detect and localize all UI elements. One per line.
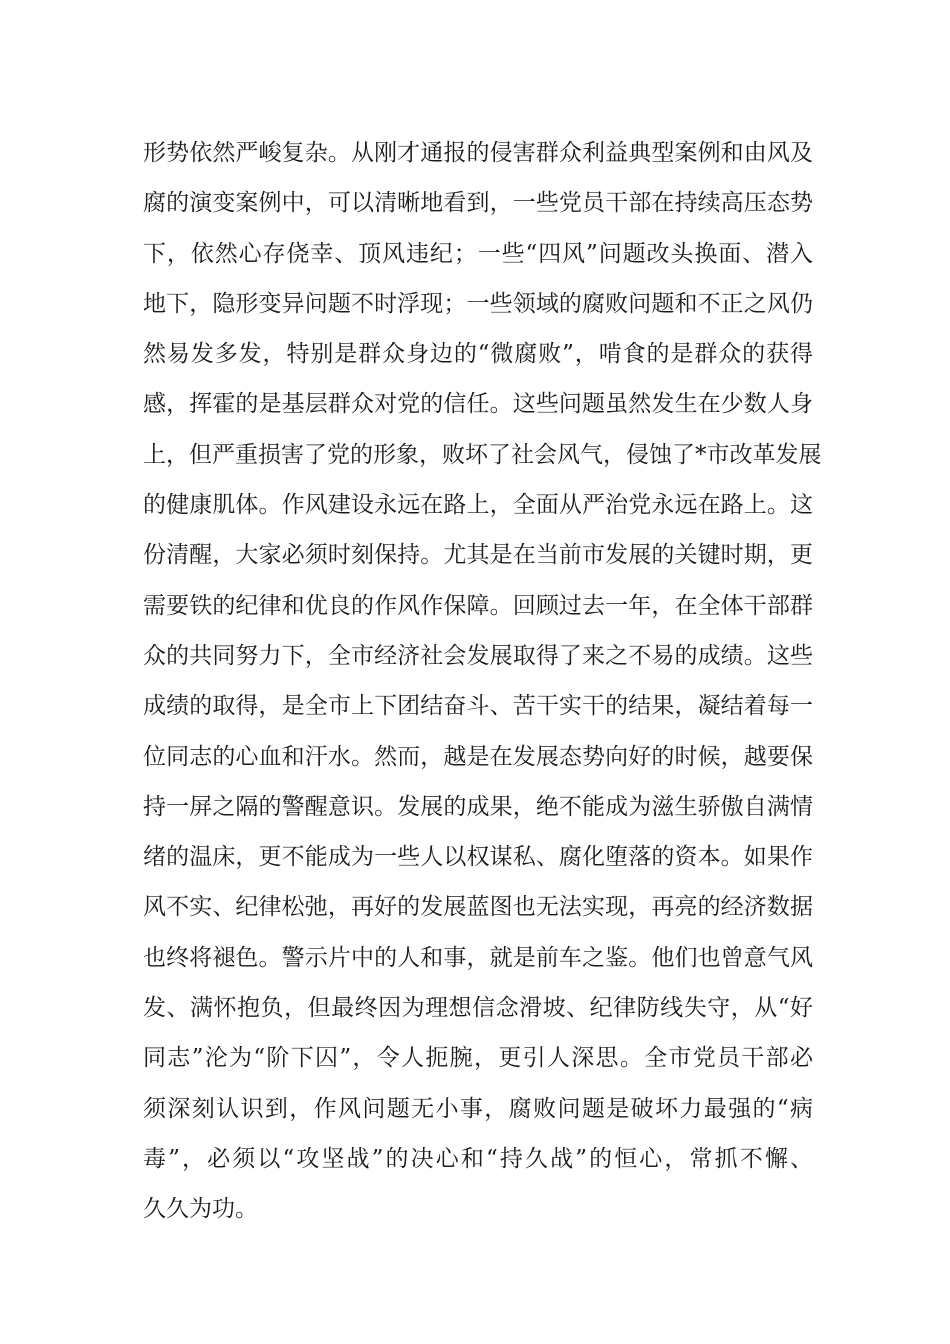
- text-line: 众的共同努力下，全市经济社会发展取得了来之不易的成绩。这些: [143, 642, 813, 669]
- text-line: 下，依然心存侥幸、顶风违纪；一些“四风”问题改头换面、潜入: [143, 240, 813, 267]
- text-line: 感，挥霍的是基层群众对党的信任。这些问题虽然发生在少数人身: [143, 391, 813, 418]
- text-line: 份清醒，大家必须时刻保持。尤其是在当前市发展的关键时期，更: [143, 542, 813, 569]
- text-line: 持一屏之隔的警醒意识。发展的成果，绝不能成为滋生骄傲自满情: [143, 793, 813, 820]
- text-line: 毒”，必须以“攻坚战”的决心和“持久战”的恒心，常抓不懈、: [143, 1145, 813, 1172]
- text-line: 发、满怀抱负，但最终因为理想信念滑坡、纪律防线失守，从“好: [143, 995, 813, 1022]
- text-line: 位同志的心血和汗水。然而，越是在发展态势向好的时候，越要保: [143, 743, 813, 770]
- text-line: 上，但严重损害了党的形象，败坏了社会风气，侵蚀了*市改革发展: [143, 441, 822, 468]
- text-line: 也终将褪色。警示片中的人和事，就是前车之鉴。他们也曾意气风: [143, 944, 813, 971]
- text-line: 风不实、纪律松弛，再好的发展蓝图也无法实现，再亮的经济数据: [143, 894, 813, 921]
- text-line: 成绩的取得，是全市上下团结奋斗、苦干实干的结果，凝结着每一: [143, 693, 813, 720]
- text-line: 腐的演变案例中，可以清晰地看到，一些党员干部在持续高压态势: [143, 190, 813, 217]
- body-paragraph: [143, 128, 822, 1235]
- text-line: 然易发多发，特别是群众身边的“微腐败”，啃食的是群众的获得: [143, 341, 813, 368]
- text-line: 需要铁的纪律和优良的作风作保障。回顾过去一年，在全体干部群: [143, 592, 813, 619]
- text-line: 形势依然严峻复杂。从刚才通报的侵害群众利益典型案例和由风及: [143, 140, 813, 166]
- text-line: 的健康肌体。作风建设永远在路上，全面从严治党永远在路上。这: [143, 492, 813, 519]
- text-line: 地下，隐形变异问题不时浮现；一些领域的腐败问题和不正之风仍: [143, 290, 813, 317]
- text-line: 同志”沦为“阶下囚”，令人扼腕，更引人深思。全市党员干部必: [143, 1045, 813, 1072]
- text-line-last: 久久为功。: [143, 1196, 258, 1223]
- text-line: 绪的温床，更不能成为一些人以权谋私、腐化堕落的资本。如果作: [143, 844, 813, 871]
- text-line: 须深刻认识到，作风问题无小事，腐败问题是破坏力最强的“病: [143, 1095, 813, 1122]
